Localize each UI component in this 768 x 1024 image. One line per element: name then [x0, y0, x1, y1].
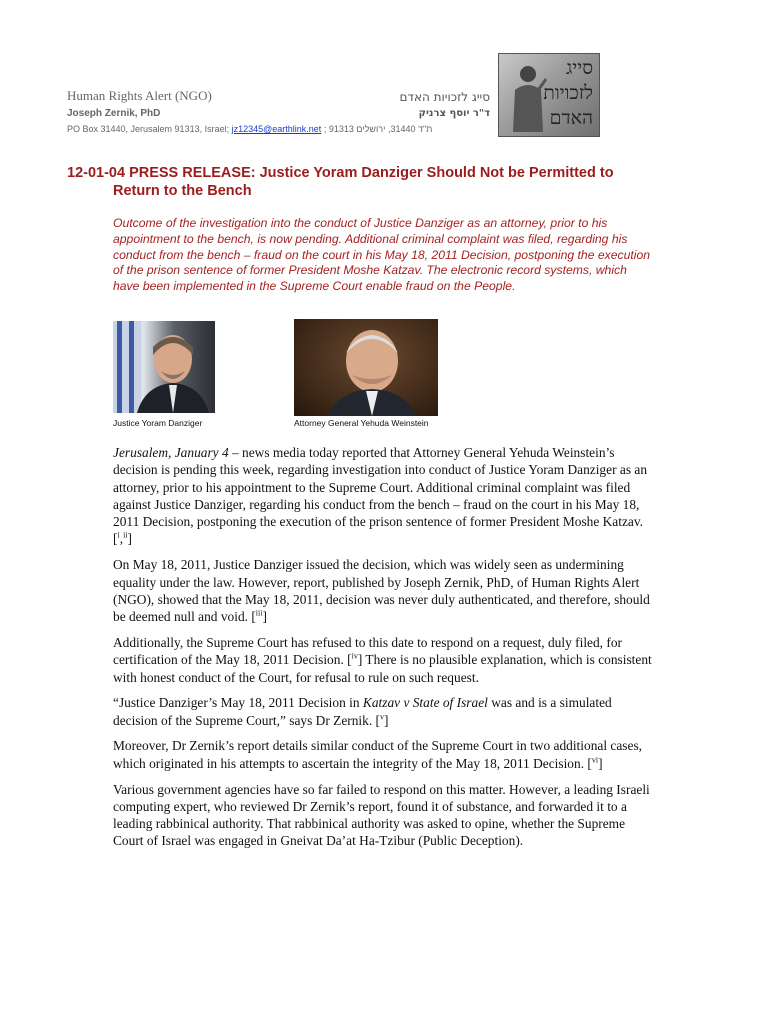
author-name: Joseph Zernik, PhD — [67, 108, 161, 119]
footnote-ref[interactable]: iii — [255, 608, 263, 618]
footnote-ref[interactable]: iv — [351, 651, 358, 661]
title-line-1: 12-01-04 PRESS RELEASE: Justice Yoram Danziger Should Not be Permitted to — [67, 165, 614, 181]
photo-danziger — [113, 321, 215, 413]
figure-silhouette-icon — [509, 62, 547, 132]
title-line-2: Return to the Bench — [113, 183, 252, 199]
postal-address: PO Box 31440, Jerusalem 91313, Israel; — [67, 124, 230, 134]
photo-weinstein — [294, 319, 438, 416]
footnote-ref[interactable]: ii — [123, 531, 128, 541]
portrait-image — [294, 319, 438, 416]
footnote-ref[interactable]: v — [380, 712, 385, 722]
body-paragraph: “Justice Danziger’s May 18, 2011 Decision in Katzav v State of Israel was and is a simulated decision of the Supreme Court,” says Dr Zernik. [$^v$] — [113, 695, 612, 728]
body-paragraph: On May 18, 2011, Justice Danziger issued the decision, which was widely seen as undermining equality under the law. However, report, published by Joseph Zernik, PhD, of Human Rights Alert (NGO), showed that the May 18, 2011, decision was never duly authenticated, and therefore, should be deemed null and void. [$^{iii}$] — [113, 557, 650, 625]
body-paragraph: Various government agencies have so far failed to respond on this matter. However, a leading Israeli computing expert, who reviewed Dr Zernik’s report, found it of substance, and forwarded it to a leading rabbinical authority. That rabbinical authority was asked to opine, whether the Supreme Court of Israel was engaged in Gneivat Da’at Ha-Tzibur (Public Deception). — [113, 781, 650, 849]
letterhead-hebrew — [399, 90, 490, 119]
logo-line: האדם — [549, 107, 593, 129]
body-paragraph: Additionally, the Supreme Court has refused to this date to respond on a request, duly filed, for certification of the May 18, 2011 Decision. [$^{iv}$] There is no plausible explanation, which is consistent with honest conduct of the Court, for refusal to rule on such request. — [113, 634, 652, 685]
dateline: Jerusalem, January 4 — [113, 445, 229, 460]
org-logo — [498, 53, 600, 137]
footnote-ref[interactable]: i — [117, 531, 120, 541]
org-name-hebrew: סייג לזכויות האדם — [399, 90, 490, 104]
org-name: Human Rights Alert (NGO) — [67, 88, 212, 103]
summary-paragraph: Outcome of the investigation into the conduct of Justice Danziger as an attorney, prior to his appointment to the bench, is now pending. Additional criminal complaint was filed, regarding his conduct from the bench – fraud on the court in his May 18, 2011 Decision, postponing the execution of the prison sentence of former President Moshe Katzav. The electronic record systems, which have been implemented in the Supreme Court enable fraud on the People. — [113, 216, 651, 294]
author-name-hebrew: ד"ר יוסף צרניק — [418, 108, 490, 119]
body-paragraph: Moreover, Dr Zernik’s report details similar conduct of the Supreme Court in two additional cases, which originated in his attempts to ascertain the integrity of the May 18, 2011 Decision. [$^{vi}$] — [113, 738, 643, 771]
email-link[interactable]: jz12345@earthlink.net — [231, 124, 322, 134]
case-name: Katzav v State of Israel — [362, 695, 488, 711]
portrait-image — [113, 321, 215, 413]
address-line — [67, 124, 507, 134]
photo-caption: Justice Yoram Danziger — [113, 418, 203, 428]
body-paragraph: Jerusalem, January 4 – news media today reported that Attorney General Yehuda Weinstein’s decision is pending this week, regarding investigation into conduct of Justice Yoram Danziger as an attorney, prior to his appointment to the Supreme Court. Additional criminal complaint was filed against Justice Danziger, regarding his conduct from the bench – fraud on the court in his May 18, 2011 Decision, postponing the execution of the prison sentence of former President Moshe Katzav. [$^i$,$^{ii}$] — [113, 445, 648, 547]
photo-caption: Attorney General Yehuda Weinstein — [294, 418, 429, 428]
footnote-ref[interactable]: vi — [591, 755, 599, 765]
logo-line: לזכויות — [543, 82, 593, 104]
address-hebrew: ; 91313 ת"ד 31440, ירושלים — [323, 124, 433, 134]
logo-text — [543, 56, 593, 131]
press-release-body — [113, 444, 653, 858]
press-release-title — [67, 164, 667, 200]
logo-line: סייג — [565, 57, 593, 79]
